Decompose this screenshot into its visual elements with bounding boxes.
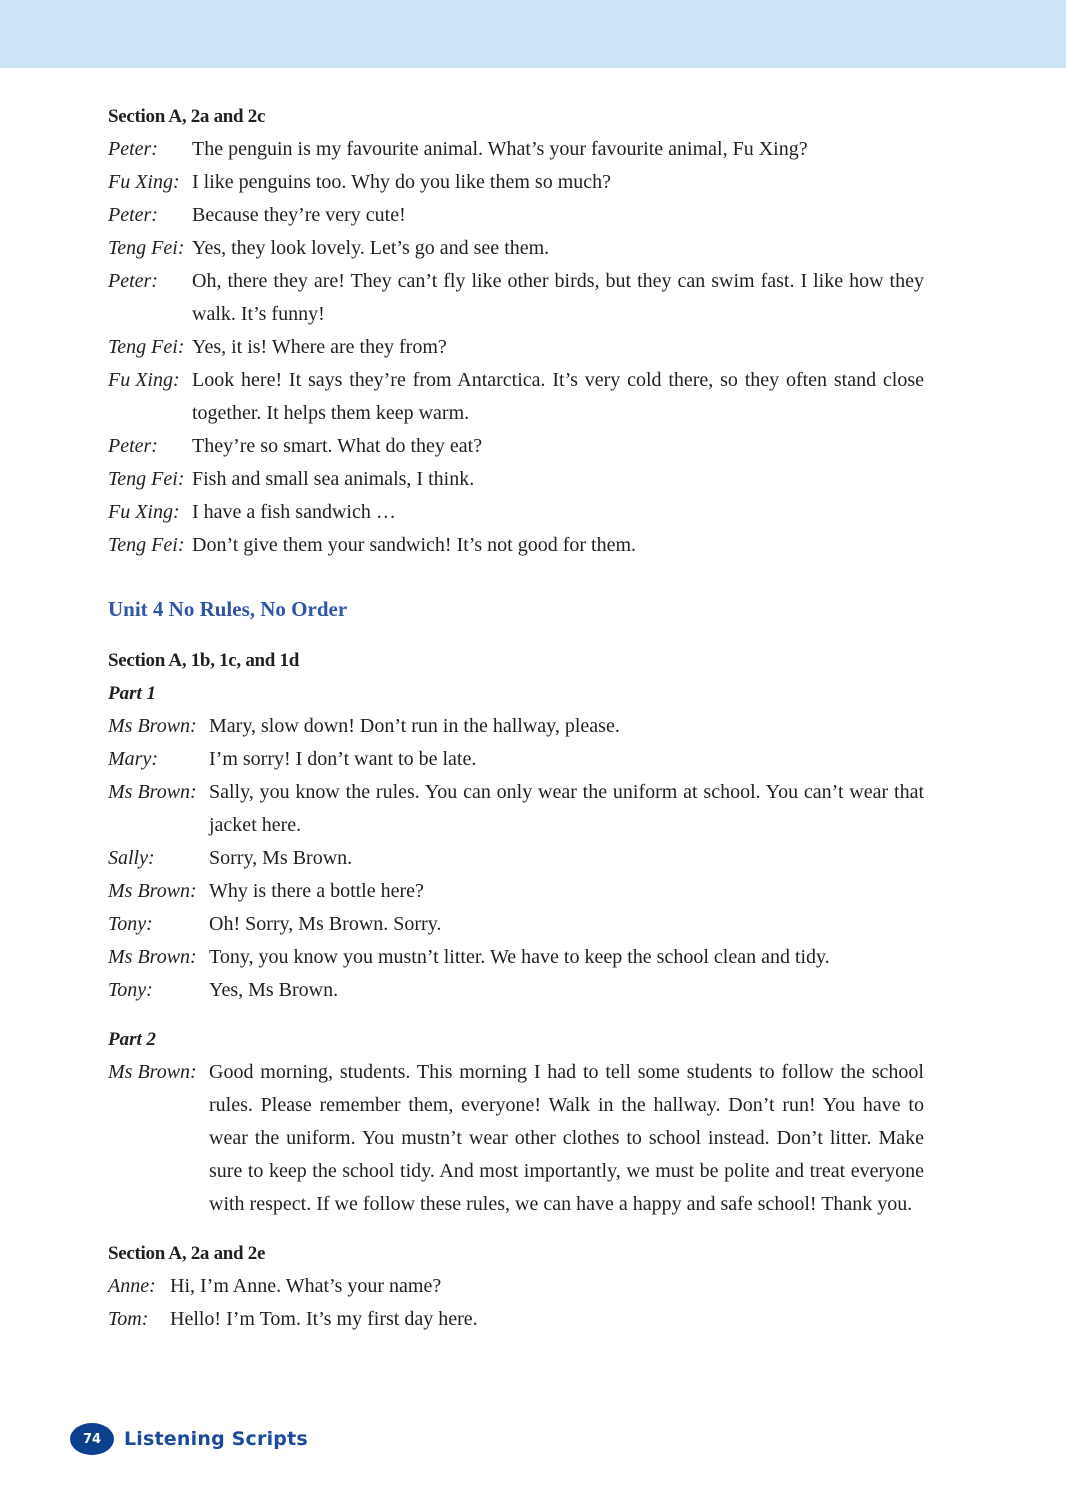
speech: Yes, it is! Where are they from? <box>192 336 447 358</box>
speech: I have a fish sandwich … <box>192 501 396 523</box>
dialog-line <box>108 710 924 743</box>
speaker: Fu Xing: <box>108 501 180 523</box>
speaker: Tony: <box>108 913 153 935</box>
section-1b-1c-1d <box>108 644 924 1221</box>
speech: The penguin is my favourite animal. What’s your favourite animal, Fu Xing? <box>192 138 808 160</box>
speaker: Peter: <box>108 435 158 457</box>
speech: Good morning, students. This morning I had to tell some students to follow the school rules. Please remember them, everyone! Walk in the hallway. Don’t run! You have to wear the uniform. You mustn’t wear other clothes to school instead. Don’t litter. Make sure to keep the school tidy. And most importantly, we must be polite and treat everyone with respect. If we follow these rules, we can have a happy and safe school! Thank you. <box>209 1061 924 1215</box>
speech: Because they’re very cute! <box>192 204 406 226</box>
speech: Hi, I’m Anne. What’s your name? <box>170 1275 442 1297</box>
speech: Why is there a bottle here? <box>209 880 424 902</box>
speaker: Tony: <box>108 979 153 1001</box>
speaker: Ms Brown: <box>108 781 197 803</box>
speech: They’re so smart. What do they eat? <box>192 435 483 457</box>
section-heading: Section A, 2a and 2c <box>108 106 266 127</box>
page-content <box>108 100 924 1336</box>
section-2a-2e <box>108 1237 924 1336</box>
dialog-line <box>108 743 924 776</box>
page-footer <box>70 1423 308 1455</box>
speech: Yes, they look lovely. Let’s go and see them. <box>192 237 550 259</box>
speaker: Teng Fei: <box>108 336 185 358</box>
part-heading: Part 2 <box>108 1029 157 1050</box>
dialog-line <box>108 1270 924 1303</box>
speaker: Ms Brown: <box>108 715 197 737</box>
section-heading: Section A, 2a and 2e <box>108 1243 266 1264</box>
section-heading: Section A, 1b, 1c, and 1d <box>108 650 299 671</box>
speaker: Peter: <box>108 138 158 160</box>
speech: Oh, there they are! They can’t fly like other birds, but they can swim fast. I like how they walk. It’s funny! <box>192 270 924 325</box>
speaker: Fu Xing: <box>108 171 180 193</box>
speech: Fish and small sea animals, I think. <box>192 468 475 490</box>
dialog-line <box>108 1303 924 1336</box>
speaker: Ms Brown: <box>108 946 197 968</box>
speaker: Teng Fei: <box>108 237 185 259</box>
dialog-line <box>108 430 924 463</box>
page-number-badge: 74 <box>70 1423 114 1455</box>
speech: Look here! It says they’re from Antarctica. It’s very cold there, so they often stand close together. It helps them keep warm. <box>192 369 924 424</box>
footer-section-label: Listening Scripts <box>124 1428 308 1450</box>
section-2a-2c <box>108 100 924 562</box>
speech: Sally, you know the rules. You can only wear the uniform at school. You can’t wear that jacket here. <box>209 781 924 836</box>
dialog-line <box>108 133 924 166</box>
dialog-line <box>108 842 924 875</box>
speaker: Sally: <box>108 847 155 869</box>
header-band <box>0 0 1066 68</box>
speech: I like penguins too. Why do you like them so much? <box>192 171 612 193</box>
unit-title: Unit 4 No Rules, No Order <box>108 597 348 621</box>
speech: Oh! Sorry, Ms Brown. Sorry. <box>209 913 442 935</box>
dialog-line <box>108 166 924 199</box>
dialog-line <box>108 875 924 908</box>
dialog-line <box>108 331 924 364</box>
speaker: Mary: <box>108 748 158 770</box>
dialog-line <box>108 974 924 1007</box>
dialog-line <box>108 199 924 232</box>
speaker: Teng Fei: <box>108 468 185 490</box>
dialog-line <box>108 496 924 529</box>
dialog-line <box>108 529 924 562</box>
speaker: Ms Brown: <box>108 880 197 902</box>
part-heading: Part 1 <box>108 683 157 704</box>
speech: Mary, slow down! Don’t run in the hallway, please. <box>209 715 620 737</box>
speaker: Tom: <box>108 1308 149 1330</box>
dialog-line <box>108 364 924 430</box>
speech: Yes, Ms Brown. <box>209 979 339 1001</box>
speaker: Peter: <box>108 204 158 226</box>
dialog-line <box>108 463 924 496</box>
dialog-line <box>108 265 924 331</box>
speaker: Ms Brown: <box>108 1061 197 1083</box>
speech: Hello! I’m Tom. It’s my first day here. <box>170 1308 478 1330</box>
dialog-line <box>108 1056 924 1221</box>
speaker: Anne: <box>108 1275 156 1297</box>
speech: Don’t give them your sandwich! It’s not good for them. <box>192 534 637 556</box>
dialog-line <box>108 941 924 974</box>
dialog-line <box>108 908 924 941</box>
speech: Sorry, Ms Brown. <box>209 847 353 869</box>
dialog-line <box>108 232 924 265</box>
speaker: Peter: <box>108 270 158 292</box>
dialog-line <box>108 776 924 842</box>
speaker: Fu Xing: <box>108 369 180 391</box>
speech: I’m sorry! I don’t want to be late. <box>209 748 477 770</box>
speaker: Teng Fei: <box>108 534 185 556</box>
speech: Tony, you know you mustn’t litter. We have to keep the school clean and tidy. <box>209 946 830 968</box>
